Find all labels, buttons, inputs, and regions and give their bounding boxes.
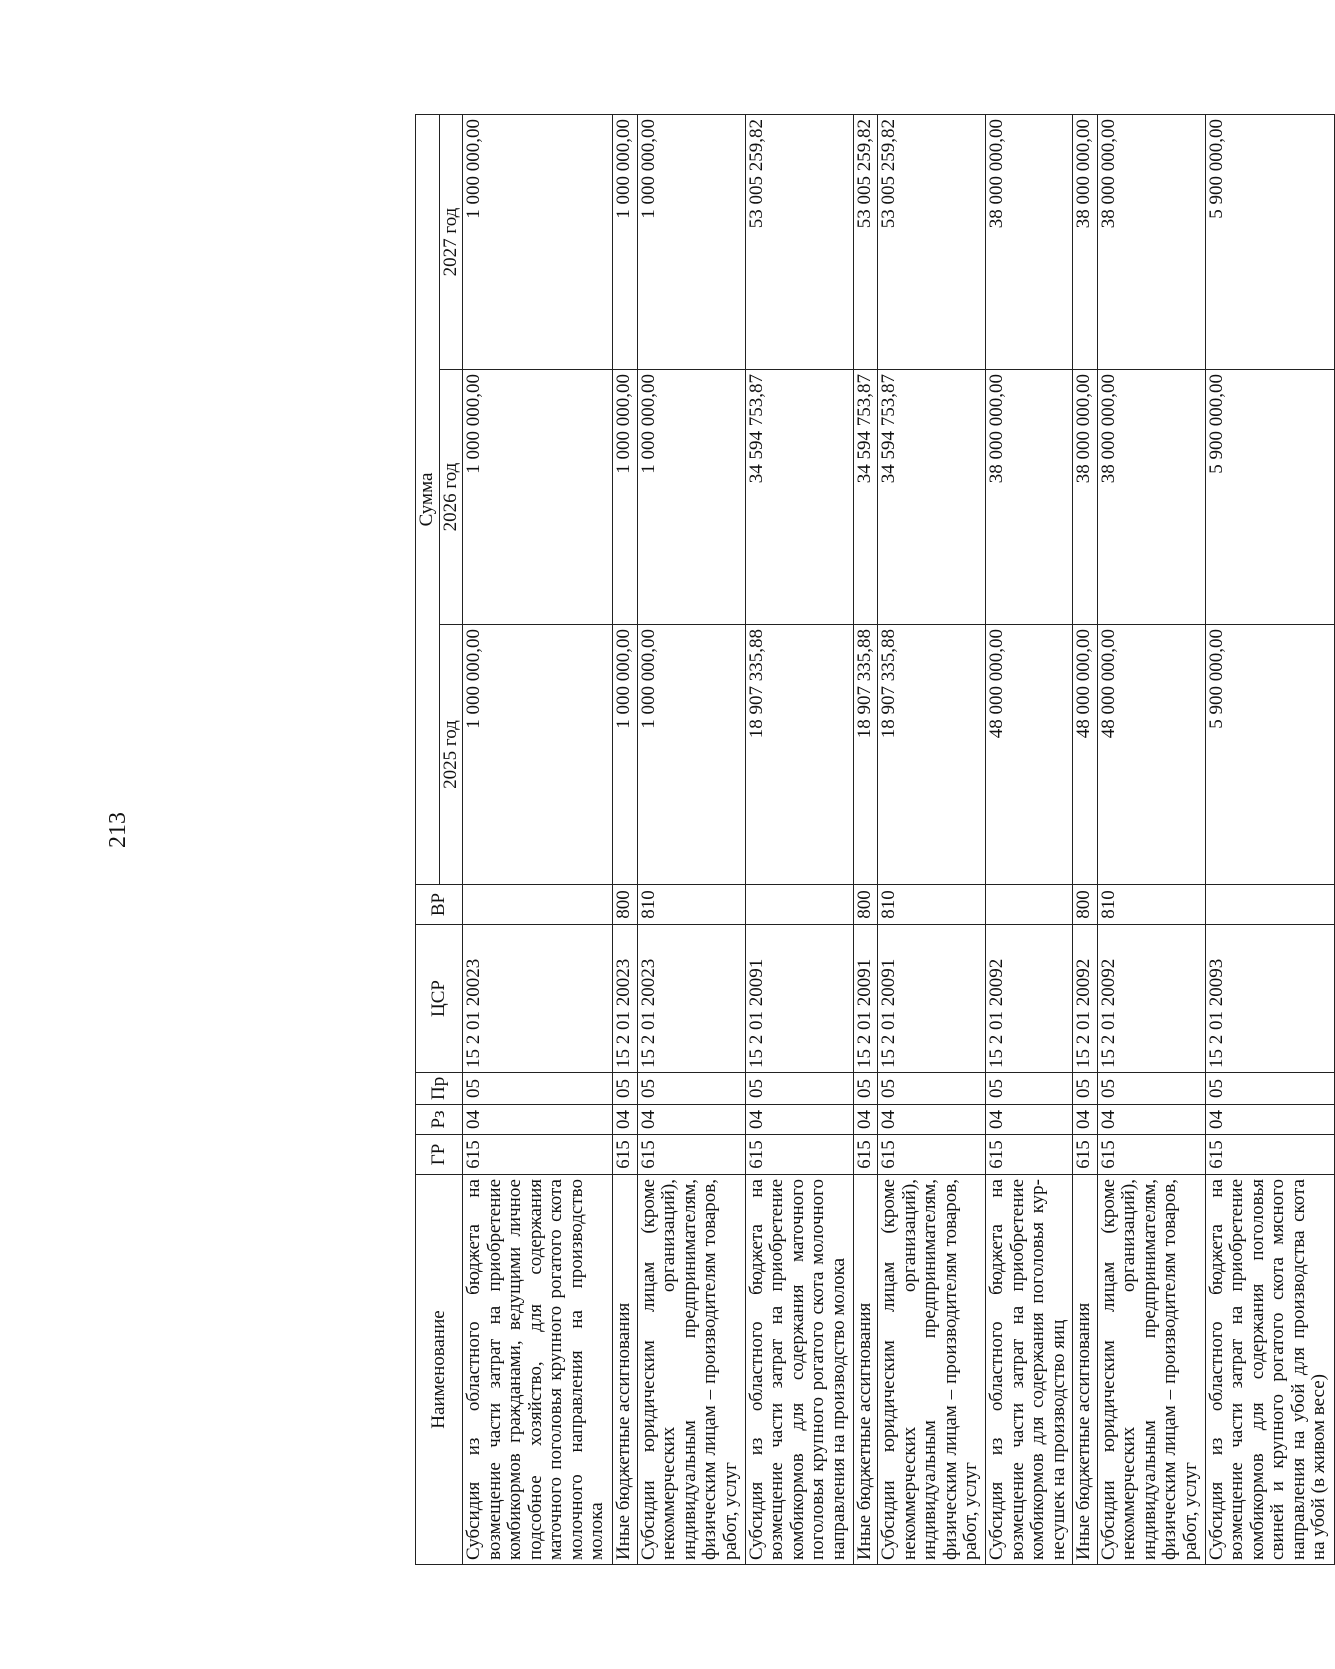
row-name: Иные бюджетные ассигнования — [613, 1175, 638, 1565]
row-amount-2025: 18 907 335,88 — [878, 625, 986, 885]
row-amount-2025: 48 000 000,00 — [986, 625, 1073, 885]
row-rz: 04 — [853, 1105, 878, 1135]
row-amount-2027: 53 005 259,82 — [853, 115, 878, 370]
row-gr: 615 — [878, 1135, 986, 1175]
row-amount-2025: 1 000 000,00 — [613, 625, 638, 885]
row-gr: 615 — [1205, 1135, 1334, 1175]
row-vr: 810 — [637, 885, 745, 925]
header-name: Наименование — [416, 1175, 463, 1565]
row-amount-2025: 48 000 000,00 — [1073, 625, 1098, 885]
table-header — [416, 115, 463, 1565]
row-amount-2027: 38 000 000,00 — [1097, 115, 1205, 370]
row-pr: 05 — [637, 1073, 745, 1105]
row-amount-2025: 5 900 000,00 — [1205, 625, 1334, 885]
budget-table — [415, 114, 1335, 1565]
row-amount-2026: 34 594 753,87 — [745, 370, 853, 625]
table-row — [853, 115, 878, 1565]
row-rz: 04 — [986, 1105, 1073, 1135]
row-amount-2026: 1 000 000,00 — [613, 370, 638, 625]
header-pr: Пр — [416, 1073, 463, 1105]
row-pr: 05 — [986, 1073, 1073, 1105]
row-gr: 615 — [853, 1135, 878, 1175]
row-amount-2026: 1 000 000,00 — [463, 370, 613, 625]
row-name: Субсидия из областного бюджета на возмещение части затрат на приобретение комбикормов гражданами, ведущими личное подсобное хозяйство, для содержания маточного поголовья крупного рогатого скота молочного направления на производство молока — [463, 1175, 613, 1565]
row-pr: 05 — [878, 1073, 986, 1105]
table-row — [1073, 115, 1098, 1565]
row-csr: 15 2 01 20023 — [613, 925, 638, 1073]
row-rz: 04 — [1205, 1105, 1334, 1135]
row-amount-2027: 1 000 000,00 — [613, 115, 638, 370]
table-row — [986, 115, 1073, 1565]
row-rz: 04 — [745, 1105, 853, 1135]
row-amount-2027: 1 000 000,00 — [463, 115, 613, 370]
row-csr: 15 2 01 20023 — [463, 925, 613, 1073]
row-pr: 05 — [853, 1073, 878, 1105]
row-csr: 15 2 01 20092 — [986, 925, 1073, 1073]
row-amount-2025: 18 907 335,88 — [745, 625, 853, 885]
row-rz: 04 — [463, 1105, 613, 1135]
row-amount-2027: 53 005 259,82 — [878, 115, 986, 370]
header-csr: ЦСР — [416, 925, 463, 1073]
row-amount-2025: 48 000 000,00 — [1097, 625, 1205, 885]
row-pr: 05 — [1097, 1073, 1205, 1105]
row-amount-2026: 38 000 000,00 — [986, 370, 1073, 625]
row-gr: 615 — [745, 1135, 853, 1175]
row-gr: 615 — [1073, 1135, 1098, 1175]
row-amount-2026: 5 900 000,00 — [1205, 370, 1334, 625]
row-csr: 15 2 01 20092 — [1073, 925, 1098, 1073]
row-name: Иные бюджетные ассигнования — [853, 1175, 878, 1565]
table-row — [463, 115, 613, 1565]
row-vr — [463, 885, 613, 925]
row-gr: 615 — [463, 1135, 613, 1175]
row-vr: 800 — [853, 885, 878, 925]
row-amount-2026: 38 000 000,00 — [1097, 370, 1205, 625]
row-vr: 810 — [1097, 885, 1205, 925]
row-pr: 05 — [613, 1073, 638, 1105]
header-2026: 2026 год — [439, 370, 463, 625]
table-row — [1097, 115, 1205, 1565]
row-gr: 615 — [637, 1135, 745, 1175]
header-2027: 2027 год — [439, 115, 463, 370]
row-gr: 615 — [1097, 1135, 1205, 1175]
row-amount-2026: 34 594 753,87 — [853, 370, 878, 625]
row-name: Субсидии юридическим лицам (кроме некоммерческих организаций), индивидуальным предпринимателям, физическим лицам – производителям товаров, работ, услуг — [637, 1175, 745, 1565]
header-2025: 2025 год — [439, 625, 463, 885]
row-pr: 05 — [1205, 1073, 1334, 1105]
row-gr: 615 — [986, 1135, 1073, 1175]
row-amount-2027: 38 000 000,00 — [986, 115, 1073, 370]
row-rz: 04 — [637, 1105, 745, 1135]
row-pr: 05 — [1073, 1073, 1098, 1105]
table-row — [1205, 115, 1334, 1565]
row-name: Иные бюджетные ассигнования — [1073, 1175, 1098, 1565]
row-csr: 15 2 01 20091 — [745, 925, 853, 1073]
row-csr: 15 2 01 20091 — [853, 925, 878, 1073]
header-rz: Рз — [416, 1105, 463, 1135]
row-vr — [745, 885, 853, 925]
row-name: Субсидия из областного бюджета на возмещение части затрат на приобретение комбикормов для содержания поголовья кур-несушек на производство яиц — [986, 1175, 1073, 1565]
page-number: 213 — [105, 812, 131, 848]
table-body — [463, 115, 1335, 1565]
row-amount-2025: 18 907 335,88 — [853, 625, 878, 885]
row-name: Субсидии юридическим лицам (кроме некоммерческих организаций), индивидуальным предпринимателям, физическим лицам – производителям товаров, работ, услуг — [878, 1175, 986, 1565]
row-amount-2027: 1 000 000,00 — [637, 115, 745, 370]
row-vr: 800 — [1073, 885, 1098, 925]
header-vr: ВР — [416, 885, 463, 925]
row-vr: 800 — [613, 885, 638, 925]
row-amount-2027: 5 900 000,00 — [1205, 115, 1334, 370]
table-row — [637, 115, 745, 1565]
row-pr: 05 — [463, 1073, 613, 1105]
row-vr: 810 — [878, 885, 986, 925]
table-row — [878, 115, 986, 1565]
row-amount-2027: 38 000 000,00 — [1073, 115, 1098, 370]
row-csr: 15 2 01 20023 — [637, 925, 745, 1073]
row-amount-2025: 1 000 000,00 — [463, 625, 613, 885]
row-amount-2026: 34 594 753,87 — [878, 370, 986, 625]
header-sum: Сумма — [416, 115, 440, 885]
row-name: Субсидия из областного бюджета на возмещение части затрат на приобретение комбикормов для содержания маточного поголовья крупного рогатого скота молочного направления на производство молока — [745, 1175, 853, 1565]
row-rz: 04 — [1073, 1105, 1098, 1135]
row-pr: 05 — [745, 1073, 853, 1105]
row-csr: 15 2 01 20092 — [1097, 925, 1205, 1073]
row-name: Субсидии юридическим лицам (кроме некоммерческих организаций), индивидуальным предпринимателям, физическим лицам – производителям товаров, работ, услуг — [1097, 1175, 1205, 1565]
row-amount-2026: 1 000 000,00 — [637, 370, 745, 625]
row-rz: 04 — [1097, 1105, 1205, 1135]
table-row — [745, 115, 853, 1565]
table-row — [613, 115, 638, 1565]
row-gr: 615 — [613, 1135, 638, 1175]
row-csr: 15 2 01 20093 — [1205, 925, 1334, 1073]
header-gr: ГР — [416, 1135, 463, 1175]
budget-table-container — [415, 115, 1335, 1565]
row-amount-2026: 38 000 000,00 — [1073, 370, 1098, 625]
row-vr — [1205, 885, 1334, 925]
row-vr — [986, 885, 1073, 925]
row-csr: 15 2 01 20091 — [878, 925, 986, 1073]
row-amount-2027: 53 005 259,82 — [745, 115, 853, 370]
row-rz: 04 — [613, 1105, 638, 1135]
row-rz: 04 — [878, 1105, 986, 1135]
row-name: Субсидия из областного бюджета на возмещение части затрат на приобретение комбикормов для содержания поголовья свиней и крупного рогатого скота мясного направления на убой для производства скота на убой (в живом весе) — [1205, 1175, 1334, 1565]
row-amount-2025: 1 000 000,00 — [637, 625, 745, 885]
